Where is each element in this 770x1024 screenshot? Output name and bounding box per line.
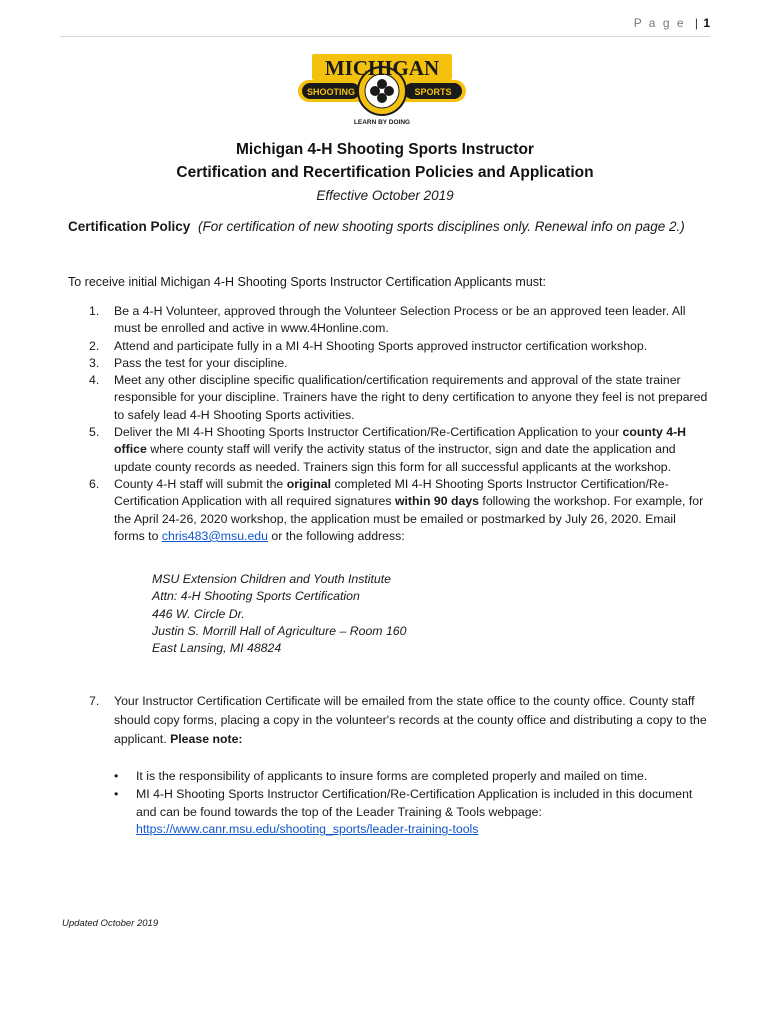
item-text: Meet any other discipline specific qualification/certification requirements and approval of the state trainer responsible for your discipline. Trainers have the right to deny certification to anyone they feel is not prepared to safely lead 4-H Shooting Sports activities. [114,373,708,422]
please-note-emphasis: Please note: [170,732,243,746]
item-text: Pass the test for your discipline. [114,355,288,370]
item-number: 2. [89,338,100,353]
address-line: 446 W. Circle Dr. [152,606,245,621]
notes-bullet-list [68,768,708,839]
bullet-item [68,768,708,786]
item-text: Deliver the MI 4-H Shooting Sports Instructor Certification/Re-Certification Application to your [114,425,623,440]
item-number: 4. [89,373,100,388]
bullet-text: MI 4-H Shooting Sports Instructor Certification/Re-Certification Application is included in this document and can be found towards the top of the Leader Training & Tools webpage: [136,786,693,819]
bullet-icon: • [114,769,119,783]
item-text: Attend and participate fully in a MI 4-H Shooting Sports approved instructor certification workshop. [114,338,648,353]
title-line-1: Michigan 4-H Shooting Sports Instructor [236,141,534,158]
updated-date-footer: Updated October 2019 [62,918,159,929]
address-line: East Lansing, MI 48824 [152,641,282,656]
bullet-item [68,786,708,839]
address-line: Attn: 4-H Shooting Sports Certification [152,589,360,604]
page-label: P a g e [633,16,686,30]
mailing-address [152,571,406,657]
item-text: completed MI 4-H Shooting Sports Instructor Certification/Re-Certification Application with all required signatures [114,476,669,509]
item-text: where county staff will verify the activity status of the instructor, sign and date the application and update county records as needed. Trainers sign this form for all successful applicants at the workshop. [114,442,676,474]
page-number: 1 [703,16,710,30]
item-text: Your Instructor Certification Certificate will be emailed from the state office to the county office. County staff should copy forms, placing a copy in the volunteer's records at the county office and distributing a copy to the applicant. [114,694,707,746]
county-office-emphasis: county 4-H office [114,425,687,457]
item-text: following the workshop. For example, for the April 24-26, 2020 workshop, the application must be emailed or postmarked by July 26, 2020. Email forms to [114,494,704,543]
list-item [68,424,708,476]
list-item [68,476,708,545]
logo-right-word: SPORTS [414,87,452,97]
address-line: Justin S. Morrill Hall of Agriculture – Room 160 [152,623,407,638]
address-line: MSU Extension Children and Youth Institute [152,572,392,586]
title-line-2: Certification and Recertification Policies and Application [176,164,594,181]
policy-note: (For certification of new shooting sports disciplines only. Renewal info on page 2.) [198,219,685,234]
page-header [634,16,710,30]
michigan-shooting-sports-logo [298,50,466,130]
list-item [68,338,708,355]
intro-text: To receive initial Michigan 4-H Shooting Sports Instructor Certification Applicants must: [68,275,546,289]
certification-policy-heading [68,219,718,234]
list-item [68,692,708,749]
list-item [68,303,708,338]
leader-training-link[interactable]: https://www.canr.msu.edu/shooting_sports/leader-training-tools [136,822,479,837]
item-number: 5. [89,425,100,440]
bullet-text: It is the responsibility of applicants to insure forms are completed properly and mailed on time. [136,769,648,783]
policy-label: Certification Policy [68,219,191,234]
requirements-list [68,303,708,545]
item-text: County 4-H staff will submit the [114,476,287,491]
effective-date: Effective October 2019 [316,188,454,203]
list-item [68,355,708,372]
list-item-7 [68,692,708,749]
item-number: 1. [89,304,100,318]
bullet-icon: • [114,786,119,801]
logo-motto: LEARN BY DOING [353,119,411,126]
header-divider [60,36,710,37]
original-emphasis: original [286,476,332,491]
item-number: 3. [89,355,100,370]
deadline-emphasis: within 90 days [394,494,479,509]
logo-top-word: MICHIGAN [324,56,440,80]
item-text: Be a 4-H Volunteer, approved through the Volunteer Selection Process or be an approved teen leader. All must be enrolled and active in www.4Honline.com. [114,304,686,336]
document-title [0,138,770,206]
list-item [68,372,708,424]
item-text: or the following address: [267,528,405,543]
email-link[interactable]: chris483@msu.edu [161,528,268,543]
item-number: 7. [89,694,100,708]
page-separator: | [694,16,698,30]
item-number: 6. [89,476,100,491]
logo-left-word: SHOOTING [306,87,356,97]
